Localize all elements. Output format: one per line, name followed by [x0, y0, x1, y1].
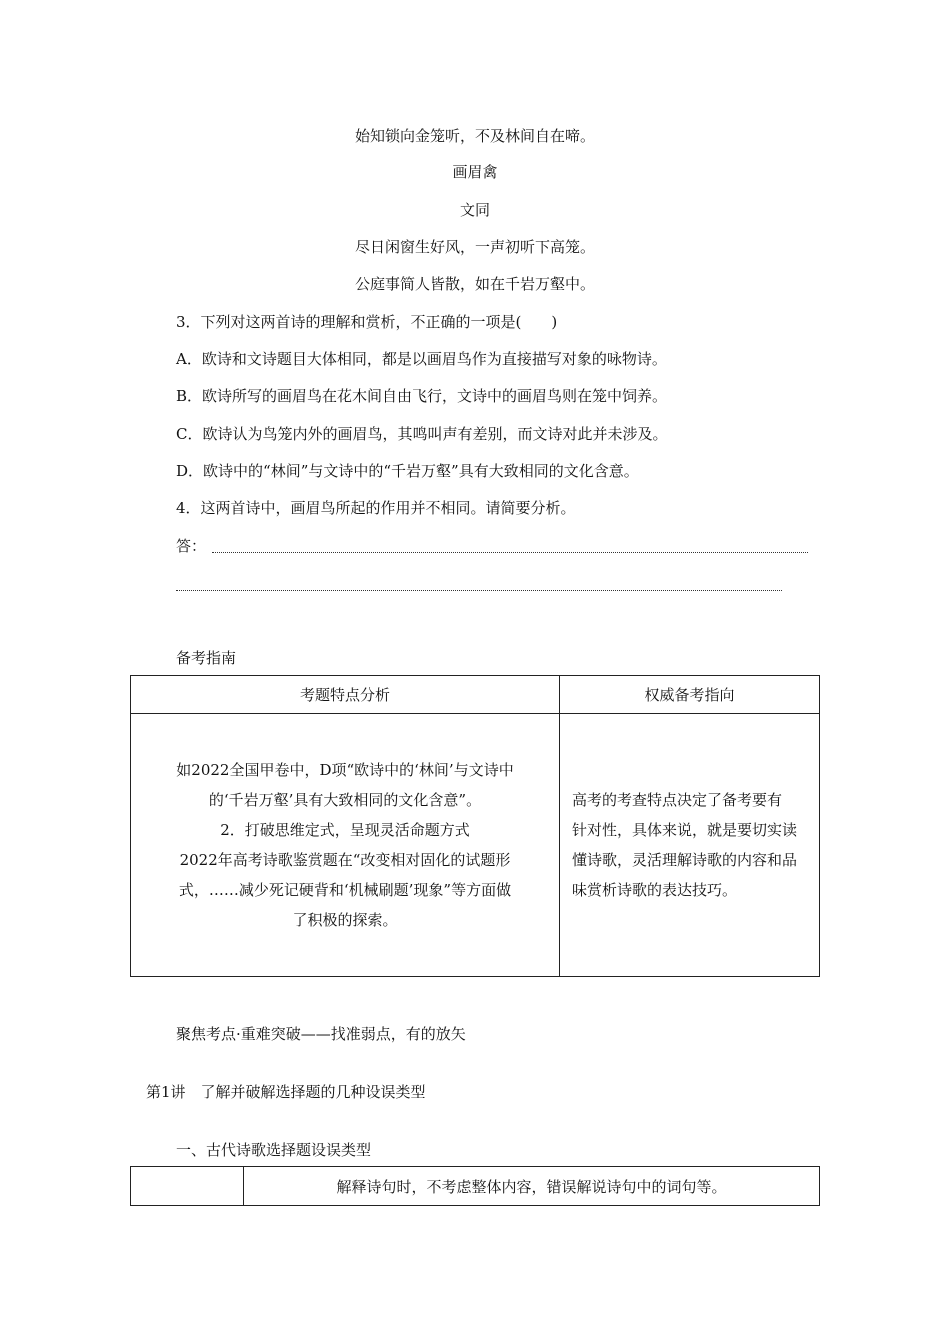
error-types-table — [130, 1166, 820, 1206]
guide-analysis-line: 如2022全国甲卷中，D项“欧诗中的‘林间’与文诗中 — [176, 761, 514, 779]
poem2-line2: 公庭事简人皆散，如在千岩万壑中。 — [354, 275, 595, 293]
guide-col2-header: 权威备考指向 — [560, 676, 820, 714]
answer-label: 答： — [176, 537, 207, 555]
guide-analysis-line: 了积极的探索。 — [292, 911, 398, 929]
answer-line-2[interactable] — [176, 590, 782, 591]
error-type-desc-cell: 解释诗句时，不考虑整体内容，错误解说诗句中的词句等。 — [244, 1167, 820, 1206]
answer-line-1[interactable] — [212, 552, 808, 553]
section-one-heading: 一、古代诗歌选择题设误类型 — [176, 1141, 372, 1159]
guide-col1-header: 考题特点分析 — [131, 676, 560, 714]
error-type-label-cell — [131, 1167, 244, 1206]
guide-direction-line: 味赏析诗歌的表达技巧。 — [572, 881, 738, 899]
guide-direction-line: 针对性，具体来说，就是要切实读 — [572, 821, 798, 839]
question3-option-d: D．欧诗中的“林间”与文诗中的“千岩万壑”具有大致相同的文化含意。 — [176, 462, 639, 480]
guide-analysis-cell — [131, 714, 560, 977]
guide-direction-cell — [560, 714, 820, 977]
guide-table — [130, 675, 820, 977]
question3-stem: 3．下列对这两首诗的理解和赏析，不正确的一项是( ) — [176, 313, 558, 331]
question3-option-b: B．欧诗所写的画眉鸟在花木间自由飞行，文诗中的画眉鸟则在笼中饲养。 — [176, 387, 668, 405]
guide-heading: 备考指南 — [176, 649, 237, 667]
poem2-line1: 尽日闲窗生好风，一声初听下高笼。 — [354, 238, 595, 256]
poem2-title: 画眉禽 — [452, 163, 498, 181]
guide-analysis-line: 的‘千岩万壑’具有大致相同的文化含意”。 — [208, 791, 482, 809]
focus-heading: 聚焦考点·重难突破——找准弱点，有的放矢 — [176, 1025, 466, 1043]
guide-direction-line: 高考的考查特点决定了备考要有 — [572, 791, 783, 809]
poem1-last-line: 始知锁向金笼听，不及林间自在啼。 — [354, 127, 595, 145]
guide-analysis-line: 2022年高考诗歌鉴赏题在“改变相对固化的试题形 — [179, 851, 511, 869]
question4-stem: 4．这两首诗中，画眉鸟所起的作用并不相同。请简要分析。 — [176, 499, 576, 517]
guide-analysis-line: 2．打破思维定式，呈现灵活命题方式 — [220, 821, 470, 839]
question3-option-c: C．欧诗认为鸟笼内外的画眉鸟，其鸣叫声有差别，而文诗对此并未涉及。 — [176, 425, 668, 443]
lecture-title: 第1讲 了解并破解选择题的几种设误类型 — [146, 1083, 426, 1101]
guide-direction-line: 懂诗歌，灵活理解诗歌的内容和品 — [572, 851, 798, 869]
guide-analysis-line: 式，……减少死记硬背和‘机械刷题’现象”等方面做 — [178, 881, 512, 899]
question3-option-a: A．欧诗和文诗题目大体相同，都是以画眉鸟作为直接描写对象的咏物诗。 — [176, 350, 667, 368]
poem2-author: 文同 — [459, 201, 490, 219]
